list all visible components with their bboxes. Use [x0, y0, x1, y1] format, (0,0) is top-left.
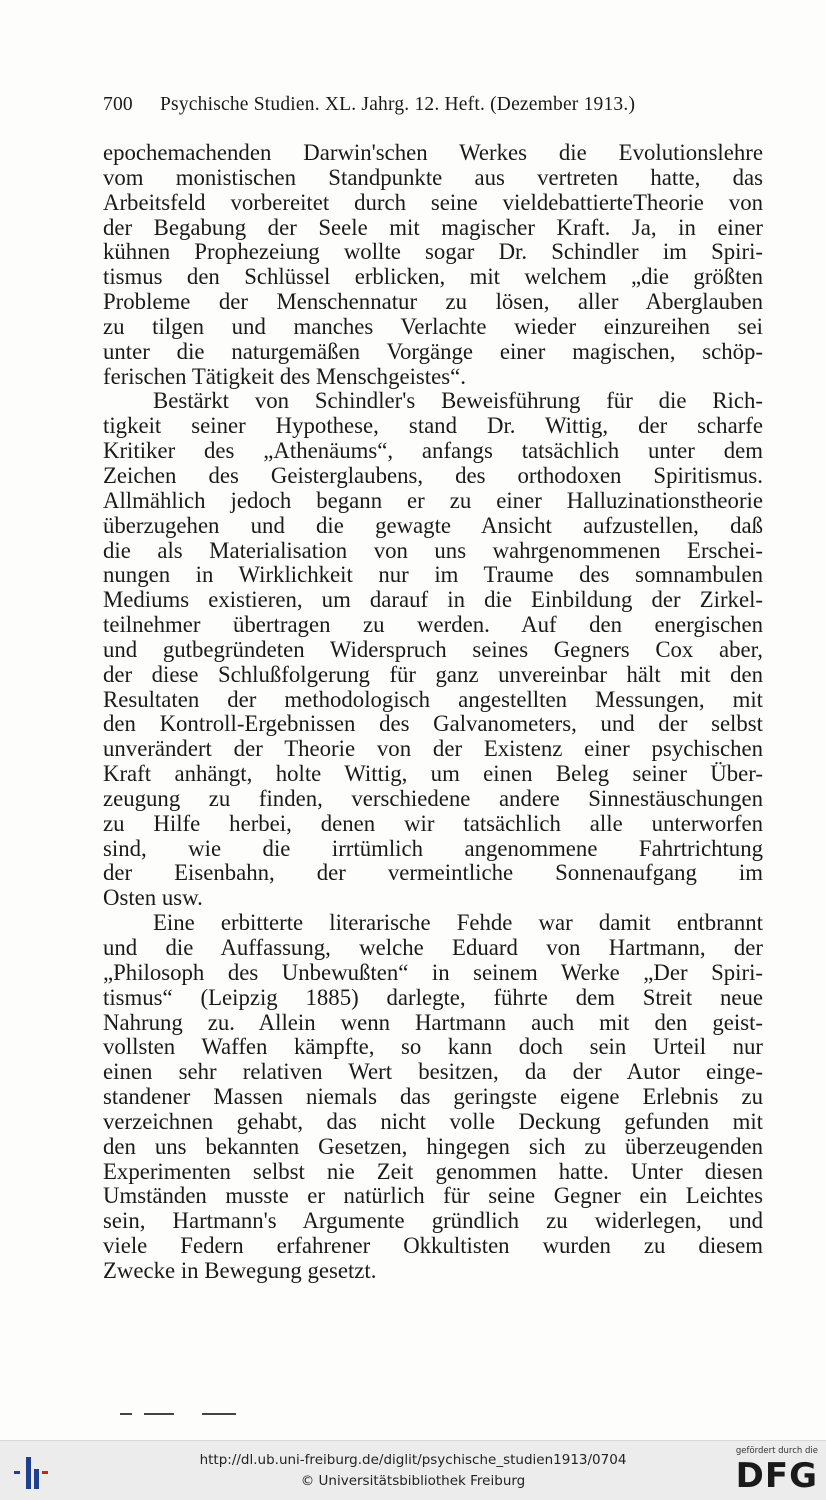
text-line: Umständen musste er natürlich für seine Gegner ein Leichtes — [103, 1183, 763, 1209]
dash — [202, 1413, 236, 1415]
text-line: teilnehmer übertragen zu werden. Auf den energischen — [103, 612, 763, 638]
text-line: und gutbegründeten Widerspruch seines Gegners Cox aber, — [103, 636, 763, 662]
text-line: kühnen Prophezeiung wollte sogar Dr. Schindler im Spiri- — [103, 239, 763, 265]
text-line: Kritiker des „Athenäums“, anfangs tatsächlich unter dem — [103, 438, 763, 464]
text-line: unter die naturgemäßen Vorgänge einer magischen, schöp- — [103, 338, 763, 364]
text-line: der Begabung der Seele mit magischer Kraft. Ja, in einer — [103, 214, 763, 240]
text-line: Nahrung zu. Allein wenn Hartmann auch mit den geist- — [103, 1009, 763, 1035]
page-number: 700 — [103, 94, 133, 115]
copyright-notice: © Universitätsbibliothek Freiburg — [300, 1473, 526, 1489]
text-line: und die Auffassung, welche Eduard von Hartmann, der — [103, 935, 763, 960]
text-line: vollsten Waffen kämpfte, so kann doch sein Urteil nur — [103, 1034, 763, 1060]
text-line: einen sehr relativen Wert besitzen, da der Autor einge- — [103, 1059, 763, 1085]
text-line: Probleme der Menschennatur zu lösen, aller Aberglauben — [103, 289, 763, 315]
body-text — [103, 141, 763, 1284]
funding-note: gefördert durch die — [735, 1446, 818, 1456]
dash — [144, 1413, 174, 1415]
page-header — [103, 94, 765, 118]
text-line: Kraft anhängt, holte Wittig, um einen Beleg seiner Über- — [103, 761, 763, 787]
text-line: unverändert der Theorie von der Existenz einer psychischen — [103, 736, 763, 762]
text-line: zu tilgen und manches Verlachte wieder einzureihen sei — [103, 313, 763, 339]
dfg-logo: DFG — [735, 1456, 818, 1496]
text-line: Zeichen des Geisterglaubens, des orthodoxen Spiritismus. — [103, 462, 763, 488]
text-line: Resultaten der methodologisch angestellten Messungen, mit — [103, 686, 763, 712]
text-line: Osten usw. — [103, 885, 203, 911]
dash — [120, 1413, 132, 1415]
text-line: nungen in Wirklichkeit nur im Traume des somnambulen — [103, 562, 763, 588]
text-line: den uns bekannten Gesetzen, hingegen sich zu überzeugenden — [103, 1133, 763, 1159]
dfg-funding-block[interactable] — [722, 1446, 818, 1496]
text-line: tismus den Schlüssel erblicken, mit welchem „die größten — [103, 264, 763, 290]
text-line: tigkeit seiner Hypothese, stand Dr. Wittig, der scharfe — [103, 413, 763, 439]
text-line: Experimenten selbst nie Zeit genommen hatte. Unter diesen — [103, 1158, 763, 1184]
decorative-dashes — [120, 1413, 240, 1417]
running-title: Psychische Studien. XL. Jahrg. 12. Heft. (Dezember 1913.) — [160, 94, 636, 115]
text-line: Mediums existieren, um darauf in die Einbildung der Zirkel- — [103, 587, 763, 613]
text-line: die als Materialisation von uns wahrgenommenen Erschei- — [103, 537, 763, 563]
text-line: epochemachenden Darwin'schen Werkes die Evolutionslehre — [103, 140, 763, 165]
viewer-footer — [0, 1440, 826, 1500]
text-line: sind, wie die irrtümlich angenommene Fahrtrichtung — [103, 835, 763, 861]
text-line: überzugehen und die gewagte Ansicht aufzustellen, daß — [103, 512, 763, 538]
text-line: der Eisenbahn, der vermeintliche Sonnenaufgang im — [103, 860, 763, 886]
text-line: Allmählich jedoch begann er zu einer Halluzinationstheorie — [103, 487, 763, 513]
text-line: standener Massen niemals das geringste eigene Erlebnis zu — [103, 1084, 763, 1110]
text-line: der diese Schlußfolgerung für ganz unvereinbar hält mit den — [103, 661, 763, 687]
text-line: viele Federn erfahrener Okkultisten wurden zu diesem — [103, 1233, 763, 1259]
text-line: Arbeitsfeld vorbereitet durch seine vieldebattierteTheorie von — [103, 189, 763, 215]
text-line: zu Hilfe herbei, denen wir tatsächlich alle unterworfen — [103, 810, 763, 836]
text-line: verzeichnen gehabt, das nicht volle Deckung gefunden mit — [103, 1108, 763, 1134]
text-line: „Philosoph des Unbewußten“ in seinem Werke „Der Spiri- — [103, 959, 763, 985]
text-line: zeugung zu finden, verschiedene andere Sinnestäuschungen — [103, 785, 763, 811]
text-line: Bestärkt von Schindler's Beweisführung für die Rich- — [153, 388, 763, 414]
text-line: sein, Hartmann's Argumente gründlich zu widerlegen, und — [103, 1208, 763, 1234]
text-line: ferischen Tätigkeit des Menschgeistes“. — [103, 363, 466, 389]
text-line: vom monistischen Standpunkte aus vertreten hatte, das — [103, 164, 763, 190]
source-url[interactable]: http://dl.ub.uni-freiburg.de/diglit/psychische_studien1913/0704 — [199, 1452, 627, 1468]
text-line: Eine erbitterte literarische Fehde war damit entbrannt — [153, 910, 763, 936]
text-line: Zwecke in Bewegung gesetzt. — [103, 1257, 377, 1283]
text-line: tismus“ (Leipzig 1885) darlegte, führte dem Streit neue — [103, 984, 763, 1010]
text-line: den Kontroll-Ergebnissen des Galvanometers, und der selbst — [103, 711, 763, 737]
